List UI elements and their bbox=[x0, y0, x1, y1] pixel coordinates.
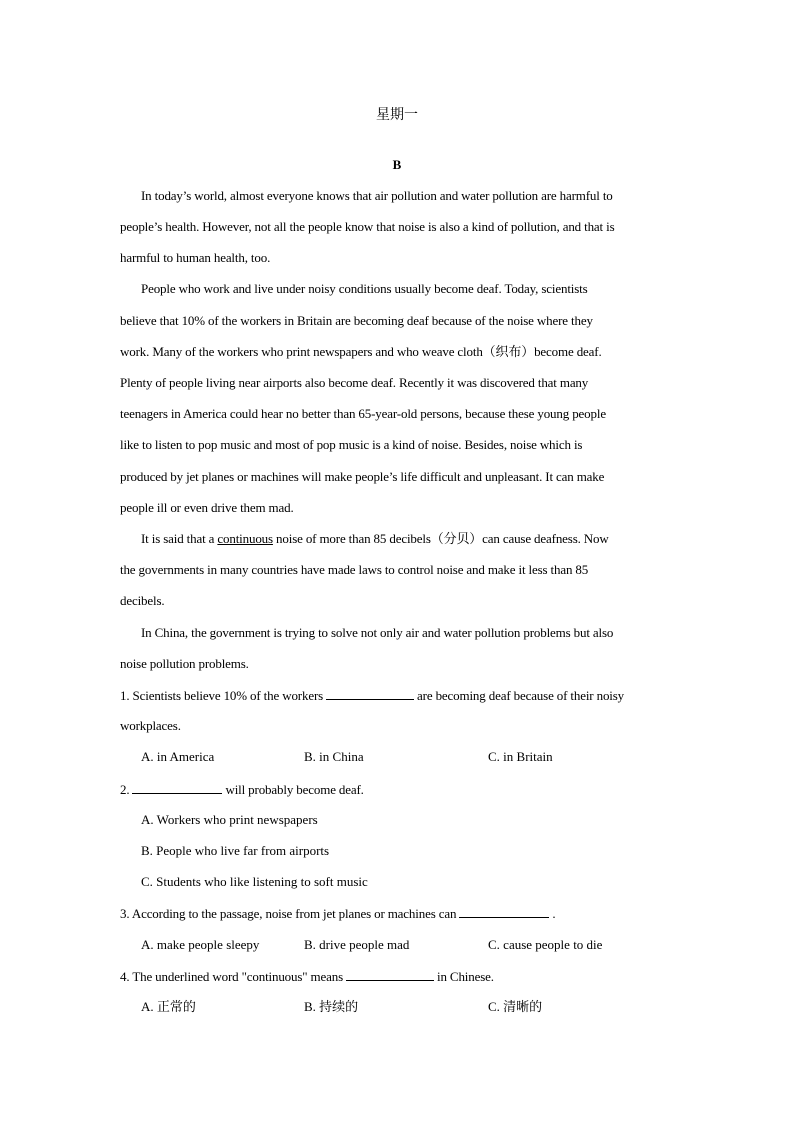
question-4 bbox=[120, 968, 494, 985]
q2-option-c: C. Students who like listening to soft music bbox=[141, 874, 368, 889]
question-1-continued: workplaces. bbox=[120, 718, 181, 733]
question-text: 1. Scientists believe 10% of the workers bbox=[120, 688, 324, 703]
passage-line: In today’s world, almost everyone knows that air pollution and water pollution are harmful to bbox=[141, 188, 613, 203]
passage-text: It is said that a bbox=[141, 531, 218, 546]
answer-blank bbox=[132, 781, 222, 794]
passage-line: people’s health. However, not all the people know that noise is also a kind of pollution, and that is bbox=[120, 219, 615, 234]
question-text: in Chinese. bbox=[437, 969, 494, 984]
question-text: will probably become deaf. bbox=[225, 782, 364, 797]
question-text: . bbox=[552, 906, 556, 921]
question-3 bbox=[120, 905, 555, 922]
q4-option-a: A. 正常的 bbox=[141, 999, 196, 1014]
answer-blank bbox=[346, 968, 434, 981]
page-title: 星期一 bbox=[376, 107, 418, 123]
q3-option-a: A. make people sleepy bbox=[141, 937, 260, 952]
question-text: 3. According to the passage, noise from jet planes or machines can bbox=[120, 906, 457, 921]
q2-option-b: B. People who live far from airports bbox=[141, 843, 330, 858]
passage-line: teenagers in America could hear no better than 65-year-old persons, because these young people bbox=[120, 406, 606, 421]
passage-line: decibels. bbox=[120, 593, 165, 608]
passage-line: People who work and live under noisy conditions usually become deaf. Today, scientists bbox=[141, 281, 588, 296]
passage-line: noise pollution problems. bbox=[120, 656, 249, 671]
passage-line: Plenty of people living near airports also become deaf. Recently it was discovered that many bbox=[120, 375, 589, 390]
question-text: 4. The underlined word "continuous" means bbox=[120, 969, 344, 984]
passage-line: work. Many of the workers who print newspapers and who weave cloth（织布）become deaf. bbox=[120, 344, 602, 359]
passage-line: the governments in many countries have made laws to control noise and make it less than 85 bbox=[120, 562, 589, 577]
question-2 bbox=[120, 781, 364, 798]
passage-line: like to listen to pop music and most of pop music is a kind of noise. Besides, noise which is bbox=[120, 437, 583, 452]
q3-option-c: C. cause people to die bbox=[488, 937, 603, 952]
question-1 bbox=[120, 687, 624, 704]
passage-line: produced by jet planes or machines will make people’s life difficult and unpleasant. It can make bbox=[120, 469, 605, 484]
answer-blank bbox=[326, 687, 414, 700]
passage-text: noise of more than 85 decibels（分贝）can cause deafness. Now bbox=[272, 531, 609, 546]
question-text: 2. bbox=[120, 782, 130, 797]
passage-line: believe that 10% of the workers in Britain are becoming deaf because of the noise where they bbox=[120, 313, 593, 328]
q1-option-a: A. in America bbox=[141, 749, 215, 764]
q2-option-a: A. Workers who print newspapers bbox=[141, 812, 318, 827]
passage-line: people ill or even drive them mad. bbox=[120, 500, 294, 515]
question-text: are becoming deaf because of their noisy bbox=[417, 688, 625, 703]
underlined-word: continuous bbox=[217, 531, 273, 546]
q1-option-b: B. in China bbox=[304, 749, 364, 764]
section-heading: B bbox=[392, 157, 402, 172]
answer-blank bbox=[459, 905, 549, 918]
q4-option-c: C. 清晰的 bbox=[488, 999, 543, 1014]
passage-line: harmful to human health, too. bbox=[120, 250, 271, 265]
passage-line: In China, the government is trying to solve not only air and water pollution problems but also bbox=[141, 625, 614, 640]
passage-line bbox=[141, 531, 609, 547]
q3-option-b: B. drive people mad bbox=[304, 937, 410, 952]
q1-option-c: C. in Britain bbox=[488, 749, 553, 764]
q4-option-b: B. 持续的 bbox=[304, 999, 359, 1014]
